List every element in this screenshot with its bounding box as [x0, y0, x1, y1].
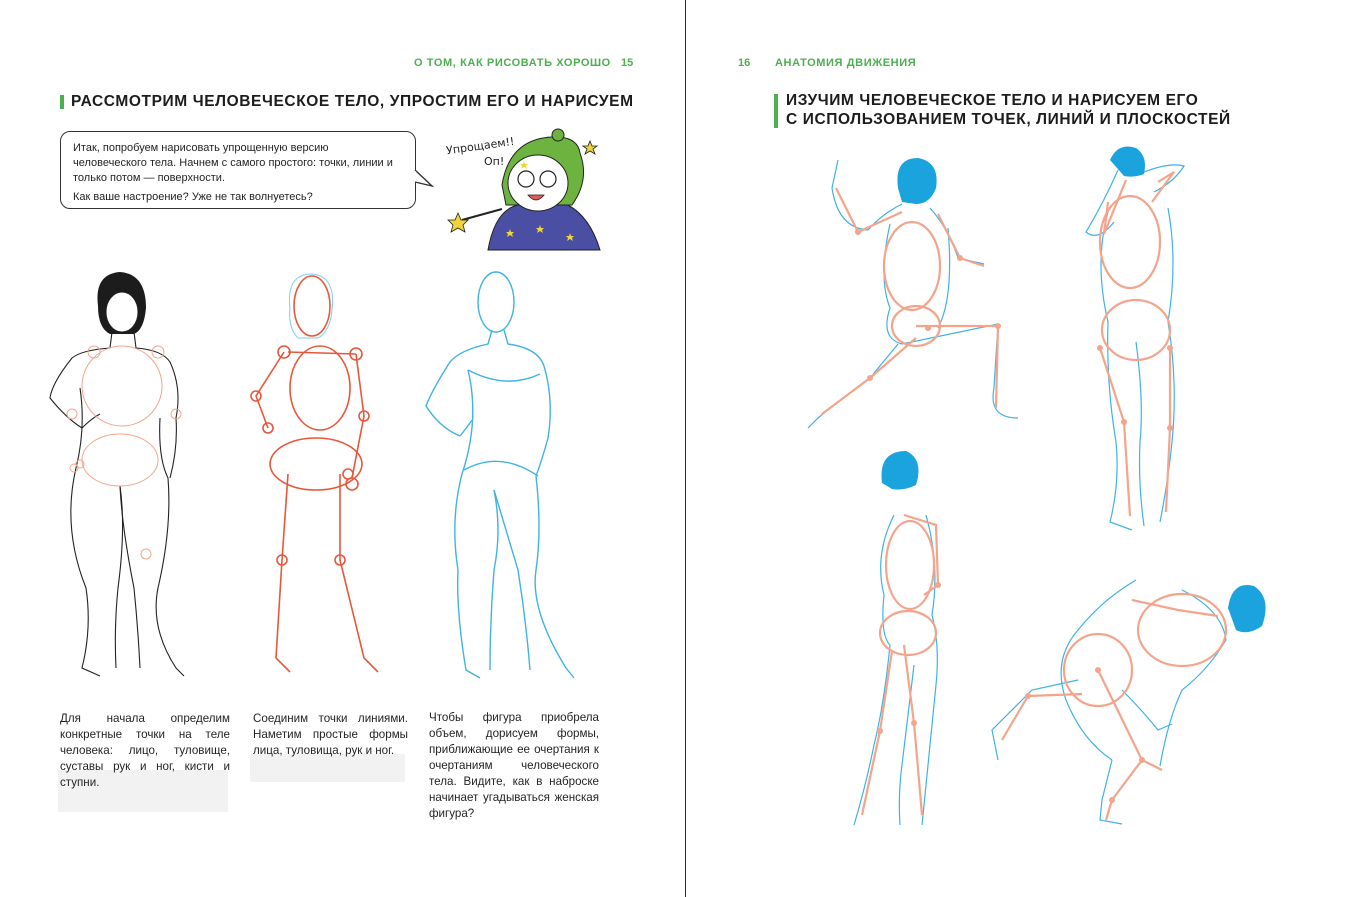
speech-bubble-text: Итак, попробуем нарисовать упрощенную версию человеческого тела. Начнем с самого простого: точки, линии и только потом — поверхности. — [73, 142, 393, 184]
figure-blue-volume — [410, 270, 580, 690]
caption-2: Соединим точки линиями. Наметим простые формы лица, туловища, рук и ног. — [253, 712, 408, 757]
figure-black-outline — [42, 268, 192, 688]
pose-standing-hand-behind-head — [1074, 142, 1234, 542]
caption-1: Для начала определим конкретные точки на теле человека: лицо, туловище, суставы рук и ног, кисти и ступни. — [60, 712, 230, 789]
pose-kneeling-arm-raised — [798, 148, 1028, 438]
figure-red-construction — [228, 268, 378, 688]
running-head-left: О ТОМ, КАК РИСОВАТЬ ХОРОШО — [414, 57, 611, 69]
pose-crouching — [982, 570, 1272, 850]
title-bar-left — [60, 95, 64, 109]
wizard-mascot-illustration — [440, 125, 610, 255]
section-title-right-line1: ИЗУЧИМ ЧЕЛОВЕЧЕСКОЕ ТЕЛО И НАРИСУЕМ ЕГО — [786, 92, 1199, 109]
wizard-text-2: Оп! — [484, 155, 505, 168]
pose-standing-side-view — [844, 445, 984, 845]
caption-3: Чтобы фигура приобрела объем, дорисуем формы, приближающие ее очертания к очертаниям человеческого тела. Видите, как в наброске начинает угадываться женская фигура? — [429, 711, 599, 820]
left-page — [0, 0, 685, 897]
running-head-right: АНАТОМИЯ ДВИЖЕНИЯ — [775, 57, 917, 69]
section-title-right-line2: С ИСПОЛЬЗОВАНИЕМ ТОЧЕК, ЛИНИЙ И ПЛОСКОСТЕЙ — [786, 111, 1231, 128]
speech-bubble-question: Как ваше настроение? Уже не так волнуетесь? — [73, 191, 313, 203]
title-bar-right — [774, 94, 778, 128]
page-number-left: 15 — [621, 57, 634, 69]
speech-bubble-tail — [414, 168, 434, 188]
wizard-text-1: Упрощаем!! — [445, 134, 516, 158]
page-number-right: 16 — [738, 57, 751, 69]
right-page — [686, 0, 1371, 897]
section-title-left: РАССМОТРИМ ЧЕЛОВЕЧЕСКОЕ ТЕЛО, УПРОСТИМ ЕГО И НАРИСУЕМ — [71, 93, 634, 110]
speech-bubble — [60, 131, 416, 209]
